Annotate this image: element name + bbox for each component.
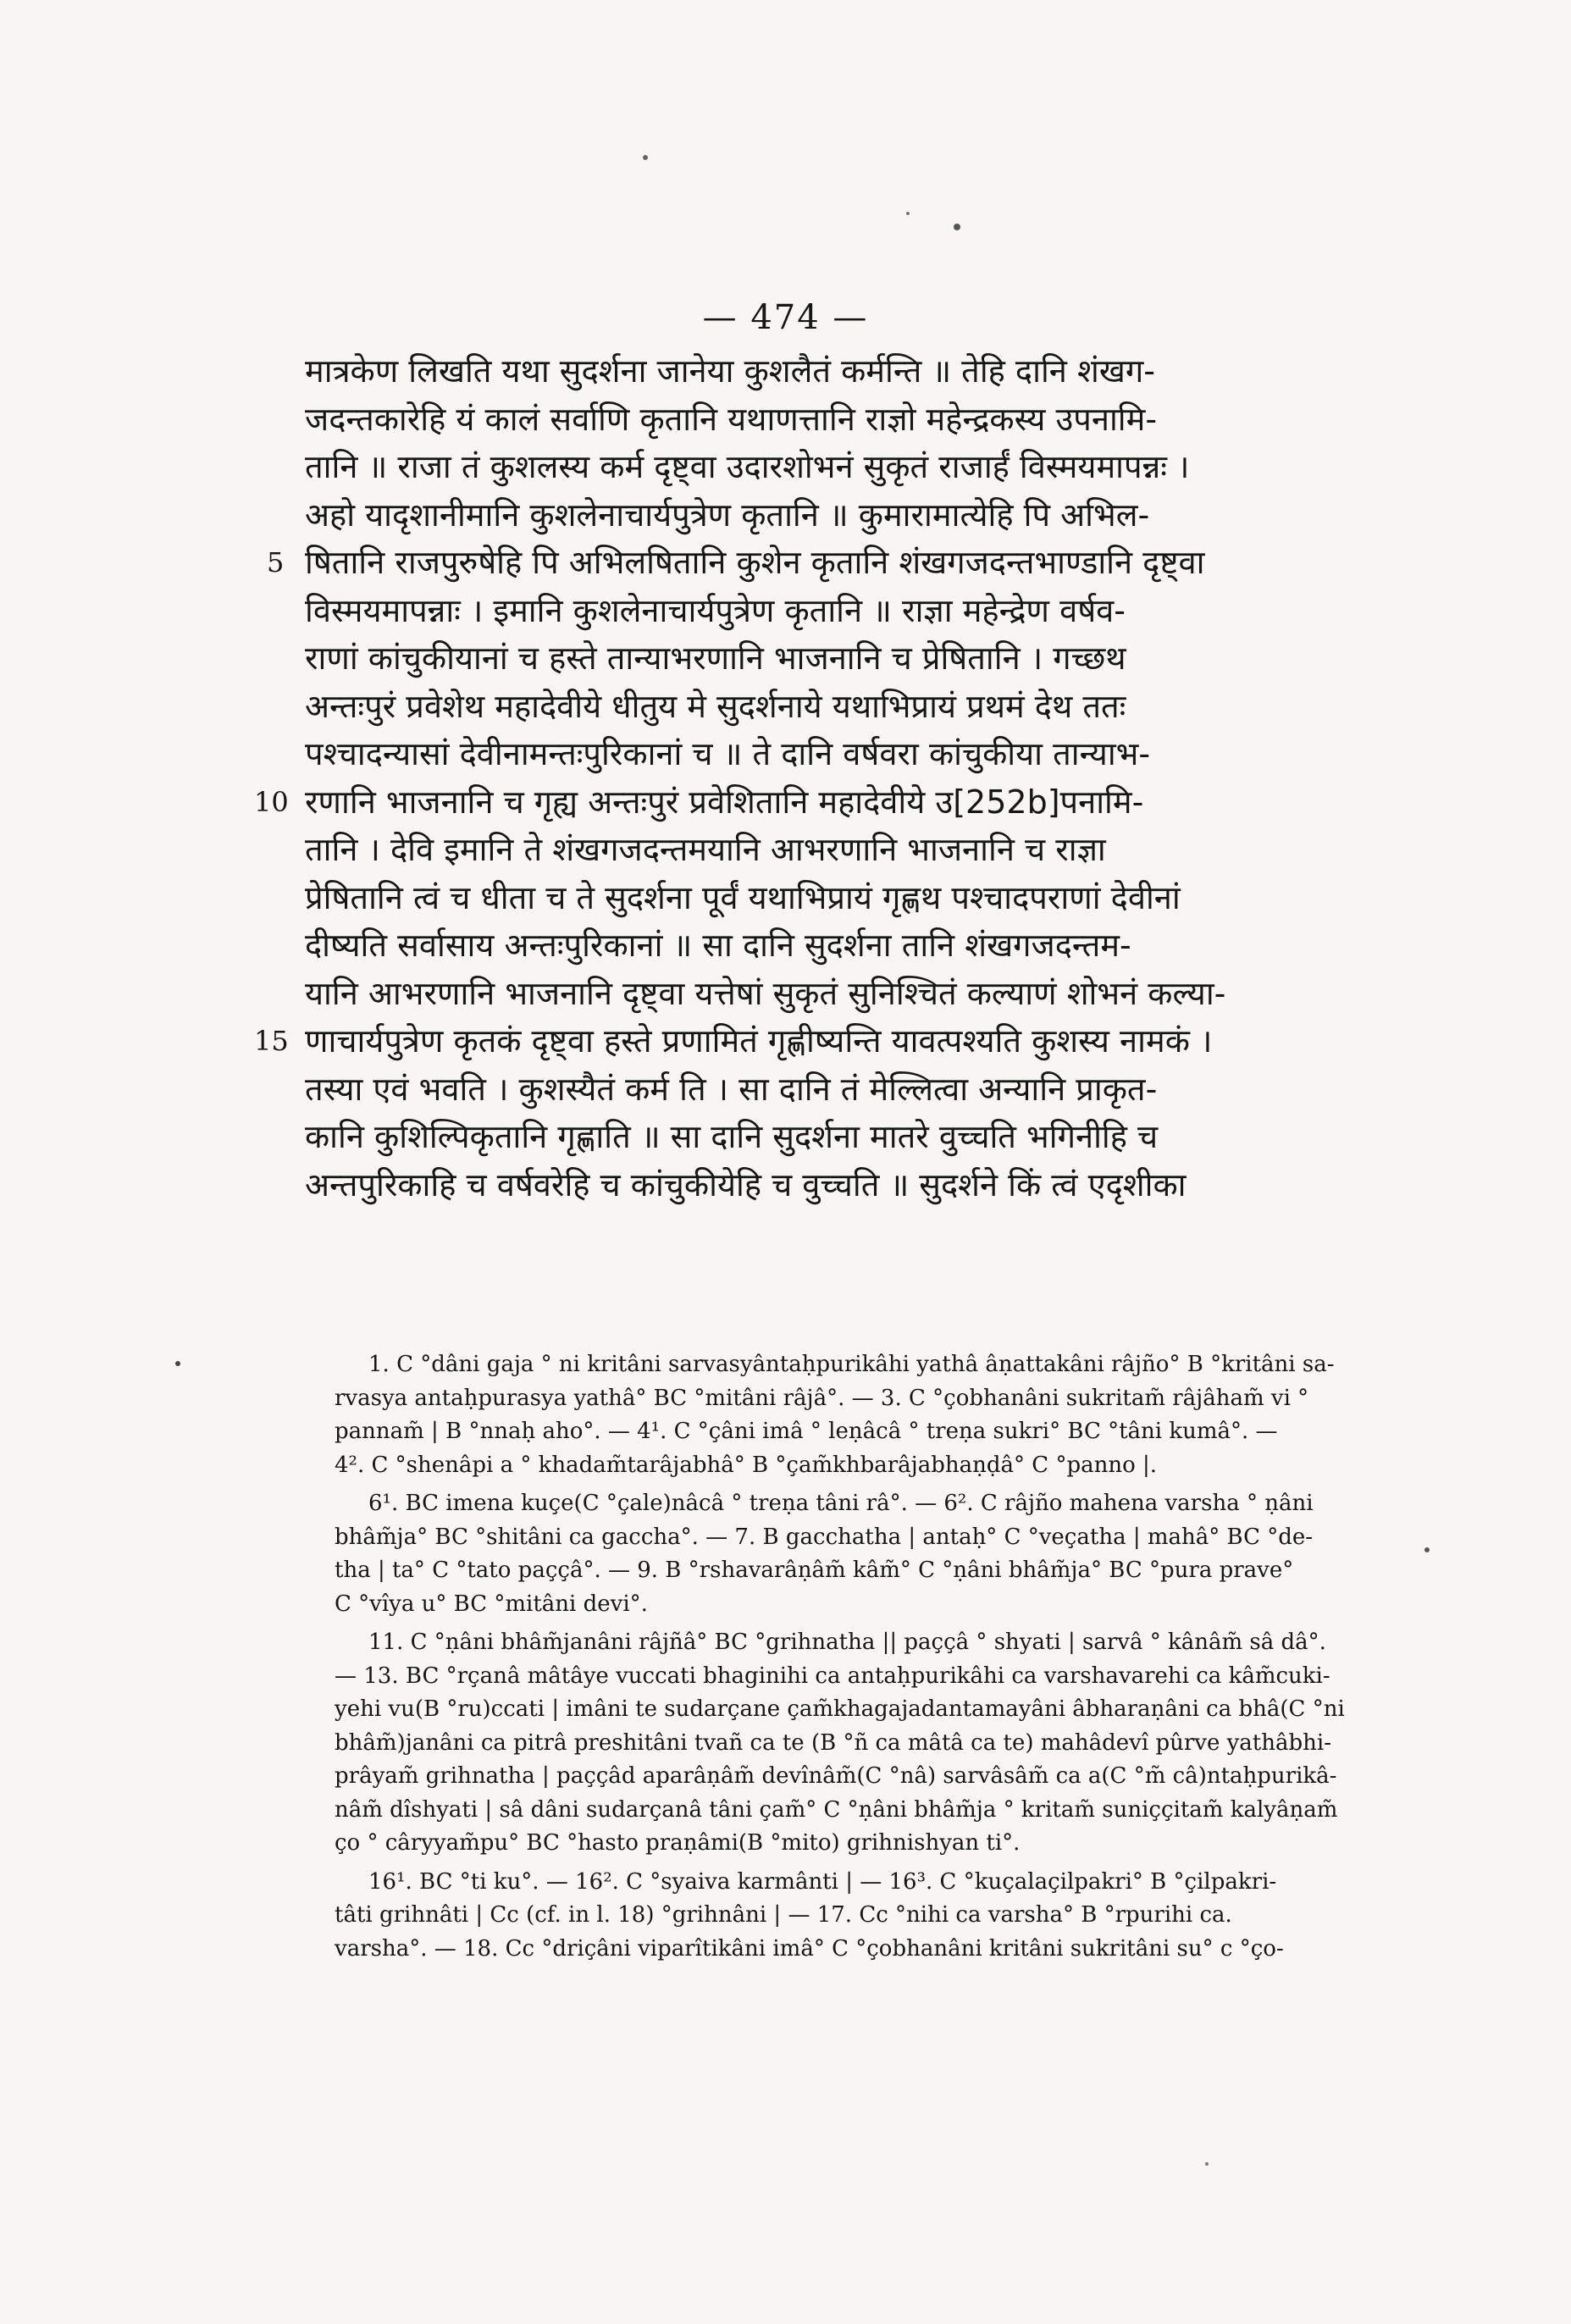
footnote-line: pannam̃ | B °nnaḥ aho°. — 4¹. C °çâni imâ ° leṇâcâ ° treṇa sukri° BC °tâni kumâ°. — xyxy=(335,1419,1278,1444)
text-line xyxy=(254,778,1431,827)
text-line xyxy=(305,347,1431,396)
footnote-block xyxy=(335,1348,1435,1482)
text-line xyxy=(305,587,1431,635)
line-text: पश्चादन्यासां देवीनामन्तःपुरिकानां च ॥ ते दानि वर्षवरा कांचुकीया तान्याभ- xyxy=(305,735,1151,772)
text-line xyxy=(305,730,1431,778)
text-line xyxy=(305,921,1431,970)
line-number: 15 xyxy=(254,1025,289,1057)
footnote-line: C °vîya u° BC °mitâni devi°. xyxy=(335,1591,648,1617)
footnote-line: bhâm̃ja° BC °shitâni ca gaccha°. — 7. B gacchatha | antaḥ° C °veçatha | mahâ° BC °de- xyxy=(335,1524,1314,1550)
text-line xyxy=(305,970,1431,1018)
page-number: — 474 — xyxy=(702,298,869,337)
line-text: मात्रकेण लिखति यथा सुदर्शना जानेया कुशलैतं कर्मन्ति ॥ तेहि दानि शंखग- xyxy=(305,352,1155,390)
line-text: अन्तपुरिकाहि च वर्षवरेहि च कांचुकीयेहि च वुच्चति ॥ सुदर्शने किं त्वं एदृशीका xyxy=(305,1165,1187,1204)
line-text: तानि ॥ राजा तं कुशलस्य कर्म दृष्ट्वा उदारशोभनं सुकृतं राजार्हं विस्मयमापन्नः । xyxy=(305,448,1190,485)
line-text: रणानि भाजनानि च गृह्य अन्तःपुरं प्रवेशितानि महादेवीये उ[252b]पनामि- xyxy=(305,783,1144,821)
line-text: विस्मयमापन्नाः । इमानि कुशलेनाचार्यपुत्रेण कृतानि ॥ राज्ञा महेन्द्रेण वर्षव- xyxy=(305,591,1126,629)
footnote-line: nâm̃ dîshyati | sâ dâni sudarçanâ tâni çam̃° C °ṇâni bhâm̃ja ° kritam̃ suniççitam̃ kalyâṇam̃ xyxy=(335,1796,1338,1823)
text-line xyxy=(254,1017,1431,1065)
footnote-line: prâyam̃ grihnatha | paççâd aparâṇâm̃ devînâm̃(C °nâ) sarvâsâm̃ ca a(C °m̃ câ)ntaḥpurikâ- xyxy=(335,1763,1337,1789)
footnote-line: tha | ta° C °tato paççâ°. — 9. B °rshavarâṇâm̃ kâm̃° C °ṇâni bhâm̃ja° BC °pura prave° xyxy=(335,1558,1294,1583)
footnote-line: 16¹. BC °ti ku°. — 16². C °syaiva karmânti | — 16³. C °kuçalaçilpakri° B °çilpakri- xyxy=(368,1868,1277,1895)
line-number: 10 xyxy=(254,785,289,818)
footnote-line: bhâm̃)janâni ca pitrâ preshitâni tvañ ca te (B °ñ ca mâtâ ca te) mahâdevî pûrve yathâbhi- xyxy=(335,1729,1331,1756)
sanskrit-main-text xyxy=(254,347,1431,1209)
footnote-block xyxy=(335,1487,1435,1621)
line-text: यानि आभरणानि भाजनानि दृष्ट्वा यत्तेषां सुकृतं सुनिश्चितं कल्याणं शोभनं कल्या- xyxy=(305,974,1226,1012)
footnote-line: — 13. BC °rçanâ mâtâye vuccati bhaginihi ca antaḥpurikâhi ca varshavarehi ca kâm̃cuki- xyxy=(335,1663,1330,1689)
line-text: तस्या एवं भवति । कुशस्यैतं कर्म ति । सा दानि तं मेल्लित्वा अन्यानि प्राकृत- xyxy=(305,1070,1158,1108)
text-line xyxy=(305,874,1431,922)
text-line xyxy=(305,1161,1431,1209)
line-text: दीष्यति सर्वासाय अन्तःपुरिकानां ॥ सा दानि सुदर्शना तानि शंखगजदन्तम- xyxy=(305,927,1131,964)
line-number: 5 xyxy=(267,546,285,578)
line-text: षितानि राजपुरुषेहि पि अभिलषितानि कुशेन कृतानि शंखगजदन्तभाण्डानि दृष्ट्वा xyxy=(305,544,1205,581)
line-text: अन्तःपुरं प्रवेशेथ महादेवीये धीतुय मे सुदर्शनाये यथाभिप्रायं प्रथमं देथ ततः xyxy=(305,687,1126,725)
text-line xyxy=(267,539,1431,587)
line-text: णाचार्यपुत्रेण कृतकं दृष्ट्वा हस्ते प्रणामितं गृह्णीष्यन्ति यावत्पश्यति कुशस्य नामकं । xyxy=(305,1022,1213,1060)
line-text: जदन्तकारेहि यं कालं सर्वाणि कृतानि यथाणत्तानि राज्ञो महेन्द्रकस्य उपनामि- xyxy=(305,400,1158,438)
line-text: अहो यादृशानीमानि कुशलेनाचार्यपुत्रेण कृतानि ॥ कुमारामात्येहि पि अभिल- xyxy=(305,495,1150,534)
footnote-line: tâti grihnâti | Cc (cf. in l. 18) °grihnâni | — 17. Cc °nihi ca varsha° B °rpurihi ca. xyxy=(335,1902,1232,1928)
text-line xyxy=(305,491,1431,540)
line-text: तानि । देवि इमानि ते शंखगजदन्तमयानि आभरणानि भाजनानि च राज्ञा xyxy=(305,831,1106,868)
footnotes xyxy=(335,1348,1435,1971)
text-line xyxy=(305,396,1431,444)
footnote-line: 1. C °dâni gaja ° ni kritâni sarvasyântaḥpurikâhi yathâ âṇattakâni râjño° B °kritâni sa- xyxy=(368,1352,1335,1377)
footnote-block xyxy=(335,1866,1435,1967)
line-text: प्रेषितानि त्वं च धीता च ते सुदर्शना पूर्वं यथाभिप्रायं गृह्णथ पश्चादपराणां देवीनां xyxy=(305,878,1181,916)
footnote-block xyxy=(335,1626,1435,1861)
footnote-line: yehi vu(B °ru)ccati | imâni te sudarçane çam̃khagajadantamayâni âbharaṇâni ca bhâ(C °ni xyxy=(335,1696,1345,1722)
footnote-line: 11. C °ṇâni bhâm̃janâni râjñâ° BC °grihnatha || paççâ ° shyati | sarvâ ° kânâm̃ sâ dâ°. xyxy=(368,1630,1326,1655)
text-line xyxy=(305,683,1431,731)
text-line xyxy=(305,1113,1431,1161)
footnote-line: varsha°. — 18. Cc °driçâni viparîtikâni imâ° C °çobhanâni kritâni sukritâni su° c °ço- xyxy=(335,1935,1284,1962)
text-line xyxy=(305,634,1431,683)
footnote-line: 6¹. BC imena kuçe(C °çale)nâcâ ° treṇa tâni râ°. — 6². C râjño mahena varsha ° ṇâni xyxy=(368,1491,1314,1516)
text-line xyxy=(305,826,1431,874)
text-line xyxy=(305,1065,1431,1114)
line-text: कानि कुशिल्पिकृतानि गृह्णाति ॥ सा दानि सुदर्शना मातरे वुच्चति भगिनीहि च xyxy=(305,1118,1159,1155)
footnote-line: ço ° câryyam̃pu° BC °hasto praṇâmi(B °mito) grihnishyan ti°. xyxy=(335,1830,1021,1856)
line-text: राणां कांचुकीयानां च हस्ते तान्याभरणानि भाजनानि च प्रेषितानि । गच्छथ xyxy=(305,639,1126,677)
text-line xyxy=(305,443,1431,491)
footnote-line: 4². C °shenâpi a ° khadam̃tarâjabhâ° B °çam̃khbarâjabhaṇḍâ° C °panno |. xyxy=(335,1452,1158,1478)
footnote-line: rvasya antaḥpurasya yathâ° BC °mitâni râjâ°. — 3. C °çobhanâni sukritam̃ râjâham̃ vi ° xyxy=(335,1385,1309,1411)
